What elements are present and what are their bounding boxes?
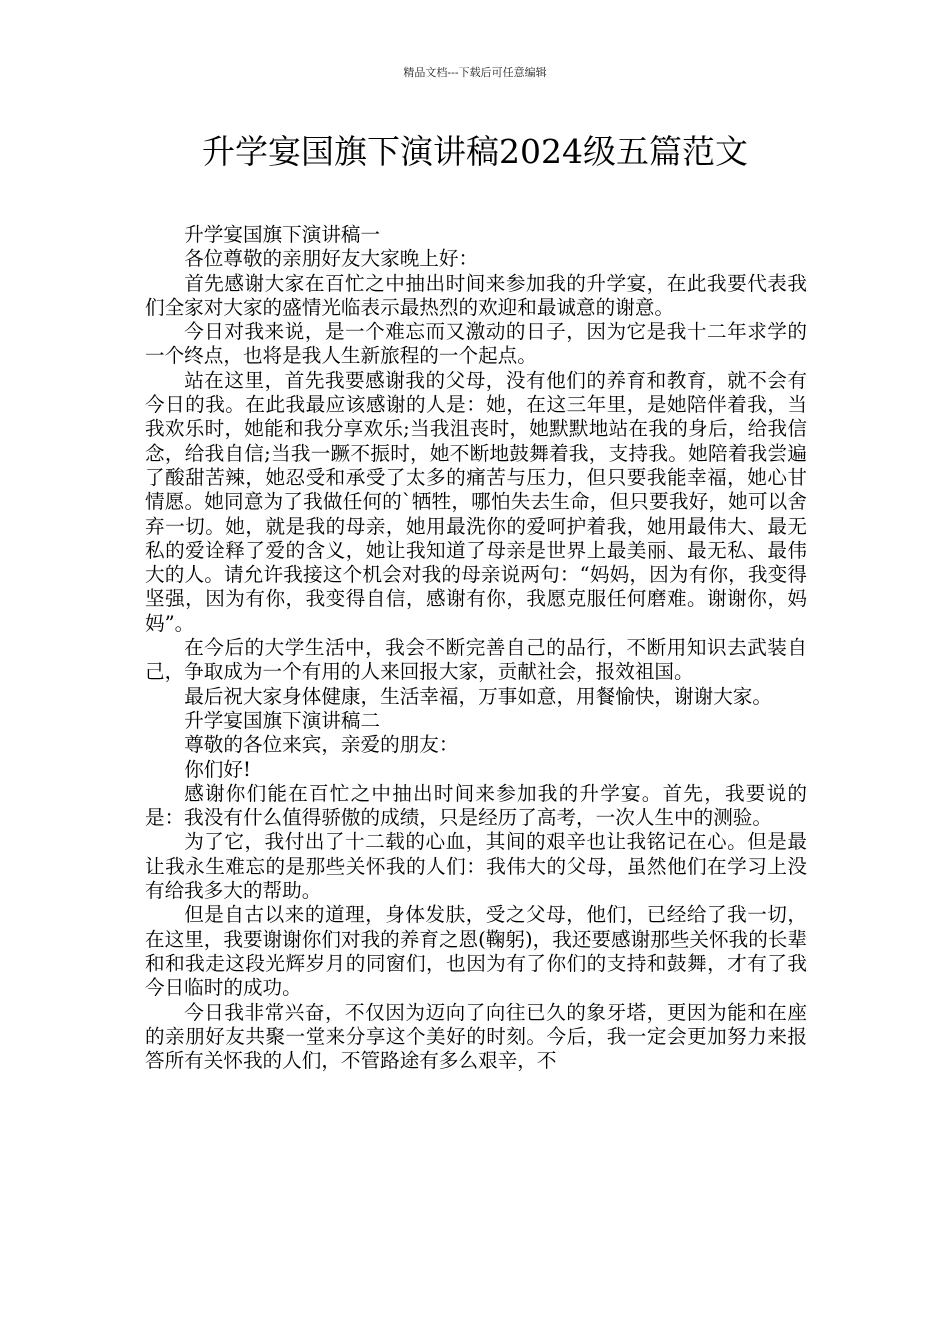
greeting-paragraph: 你们好! [184,757,251,781]
section-heading-2: 升学宴国旗下演讲稿二 [184,708,381,732]
body-paragraph: 站在这里，首先我要感谢我的父母，没有他们的养育和教育，就不会有今日的我。在此我最应该感谢的人是：她，在这三年里，是她陪伴着我，当我欢乐时，她能和我分享欢乐;当我沮丧时，她默默地站在我的身后，给我信念，给我自信;当我一蹶不振时，她不断地鼓舞着我，支持我。她陪着我尝遍了酸甜苦辣，她忍受和承受了太多的痛苦与压力，但只要我能幸福，她心甘情愿。她同意为了我做任何的`牺牲，哪怕失去生命，但只要我好，她可以舍弃一切。她，就是我的母亲，她用最洗你的爱呵护着我，她用最伟大、最无私的爱诠释了爱的含义，她让我知道了母亲是世界上最美丽、最无私、最伟大的人。请允许我接这个机会对我的母亲说两句：“妈妈，因为有你，我变得坚强，因为有你，我变得自信，感谢有你，我愿克服任何磨难。谢谢你，妈妈”。 [145,368,807,635]
page-header-note: 精品文档---下载后可任意编辑 [403,66,547,79]
body-paragraph: 但是自古以来的道理，身体发肤，受之父母，他们，已经给了我一切，在这里，我要谢谢你们对我的养育之恩(鞠躬)，我还要感谢那些关怀我的长辈和和我走这段光辉岁月的同窗们，也因为有了你们的支持和鼓舞，才有了我今日临时的成功。 [145,903,807,1000]
body-paragraph: 在今后的大学生活中，我会不断完善自己的品行，不断用知识去武装自己，争取成为一个有用的人来回报大家，贡献社会，报效祖国。 [145,636,807,684]
greeting-paragraph: 各位尊敬的亲朋好友大家晚上好： [184,247,479,271]
section-heading-1: 升学宴国旗下演讲稿一 [184,223,381,246]
body-paragraph: 首先感谢大家在百忙之中抽出时间来参加我的升学宴，在此我要代表我们全家对大家的盛情光临表示最热烈的欢迎和最诚意的谢意。 [145,271,807,319]
greeting-paragraph: 尊敬的各位来宾，亲爱的朋友： [184,733,459,757]
body-paragraph: 为了它，我付出了十二载的心血，其间的艰辛也让我铭记在心。但是最让我永生难忘的是那些关怀我的人们：我伟大的父母，虽然他们在学习上没有给我多大的帮助。 [145,830,807,903]
document-title: 升学宴国旗下演讲稿2024级五篇范文 [202,132,748,171]
body-paragraph: 感谢你们能在百忙之中抽出时间来参加我的升学宴。首先，我要说的是：我没有什么值得骄傲的成绩，只是经历了高考，一次人生中的测验。 [145,781,807,830]
body-paragraph: 今日对我来说，是一个难忘而又激动的日子，因为它是我十二年求学的一个终点，也将是我人生新旅程的一个起点。 [145,320,807,368]
body-paragraph: 今日我非常兴奋，不仅因为迈向了向往已久的象牙塔，更因为能和在座的亲朋好友共聚一堂来分享这个美好的时刻。今后，我一定会更加努力来报答所有关怀我的人们，不管路途有多么艰辛，不 [145,1000,807,1073]
document-body [145,223,807,1073]
body-paragraph: 最后祝大家身体健康，生活幸福，万事如意，用餐愉快，谢谢大家。 [184,684,772,708]
